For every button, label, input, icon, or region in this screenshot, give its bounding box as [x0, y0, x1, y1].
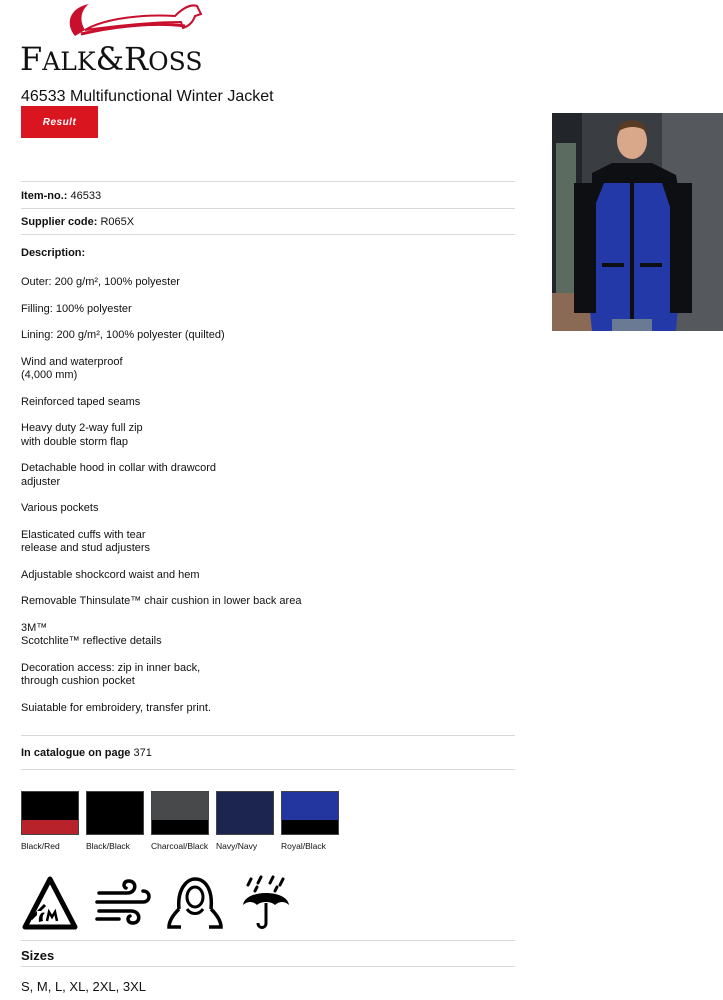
divider [21, 181, 515, 182]
colour-name: Charcoal/Black [151, 841, 209, 851]
supplier-code-row [21, 216, 134, 228]
description-item: Reinforced taped seams [21, 395, 141, 408]
description-heading: Description: [21, 247, 86, 259]
feature-icons [21, 875, 295, 931]
description-item: Wind and waterproof (4,000 mm) [21, 355, 123, 381]
chip-bottom [282, 820, 338, 834]
description-item: Various pockets [21, 502, 99, 514]
chip-bottom [87, 820, 143, 834]
description-list [21, 276, 421, 728]
chip-top [22, 792, 78, 822]
brand-badge-label: Result [42, 116, 77, 128]
colour-swatch[interactable] [151, 791, 209, 851]
colour-name: Black/Black [86, 841, 130, 851]
description-item: Decoration access: zip in inner back, through cushion pocket [21, 661, 201, 687]
sizes-list: S, M, L, XL, 2XL, 3XL [21, 979, 147, 994]
colour-name: Navy/Navy [216, 841, 258, 851]
divider [21, 208, 515, 209]
chip-top [217, 792, 273, 822]
colour-swatch[interactable] [86, 791, 144, 851]
description-item: Elasticated cuffs with tear release and stud adjusters [21, 528, 151, 554]
divider [21, 940, 515, 941]
chip-bottom [22, 820, 78, 834]
3m-reflective-icon [21, 875, 79, 931]
chip-top [87, 792, 143, 822]
item-number-row [21, 190, 101, 202]
divider [21, 735, 515, 736]
item-number-value: 46533 [70, 190, 102, 202]
product-title: 46533 Multifunctional Winter Jacket [21, 88, 274, 105]
divider [21, 966, 515, 967]
divider [21, 769, 515, 770]
colour-name: Black/Red [21, 841, 60, 851]
colour-name: Royal/Black [281, 841, 326, 851]
product-photo [552, 113, 723, 331]
description-item: Removable Thinsulate™ chair cushion in lower back area [21, 595, 302, 607]
falk-ross-logo [20, 0, 203, 80]
divider [21, 234, 515, 235]
description-item: Heavy duty 2-way full zip with double storm flap [21, 422, 143, 448]
description-item: Lining: 200 g/m², 100% polyester (quilted) [21, 329, 225, 341]
brand-badge [21, 106, 98, 138]
supplier-code-label: Supplier code: [21, 216, 98, 228]
windproof-icon [93, 875, 151, 931]
item-number-label: Item-no.: [21, 190, 68, 202]
colour-swatches [21, 791, 339, 851]
sizes-heading: Sizes [21, 948, 55, 963]
colour-chip[interactable] [151, 791, 209, 835]
description-item: Adjustable shockcord waist and hem [21, 568, 200, 581]
waterproof-umbrella-icon [237, 875, 295, 931]
description-item: 3M™ Scotchlite™ reflective details [21, 621, 162, 647]
logo-wordmark: FALK&ROSS [20, 40, 203, 78]
catalogue-label: In catalogue on page [21, 747, 131, 759]
chip-top [282, 792, 338, 822]
catalogue-page: 371 [133, 747, 152, 759]
horse-logo-icon [45, 0, 205, 40]
catalogue-row [21, 747, 152, 759]
colour-chip[interactable] [21, 791, 79, 835]
colour-swatch[interactable] [21, 791, 79, 851]
colour-chip[interactable] [86, 791, 144, 835]
description-item: Outer: 200 g/m², 100% polyester [21, 276, 180, 288]
chip-bottom [152, 820, 208, 834]
colour-chip[interactable] [216, 791, 274, 835]
colour-swatch[interactable] [281, 791, 339, 851]
description-item: Filling: 100% polyester [21, 302, 132, 315]
colour-swatch[interactable] [216, 791, 274, 851]
supplier-code-value: R065X [100, 216, 135, 228]
chip-top [152, 792, 208, 822]
chip-bottom [217, 820, 273, 834]
colour-chip[interactable] [281, 791, 339, 835]
description-item: Detachable hood in collar with drawcord adjuster [21, 462, 217, 488]
hood-icon [165, 875, 223, 931]
description-item: Suiatable for embroidery, transfer print. [21, 701, 211, 714]
